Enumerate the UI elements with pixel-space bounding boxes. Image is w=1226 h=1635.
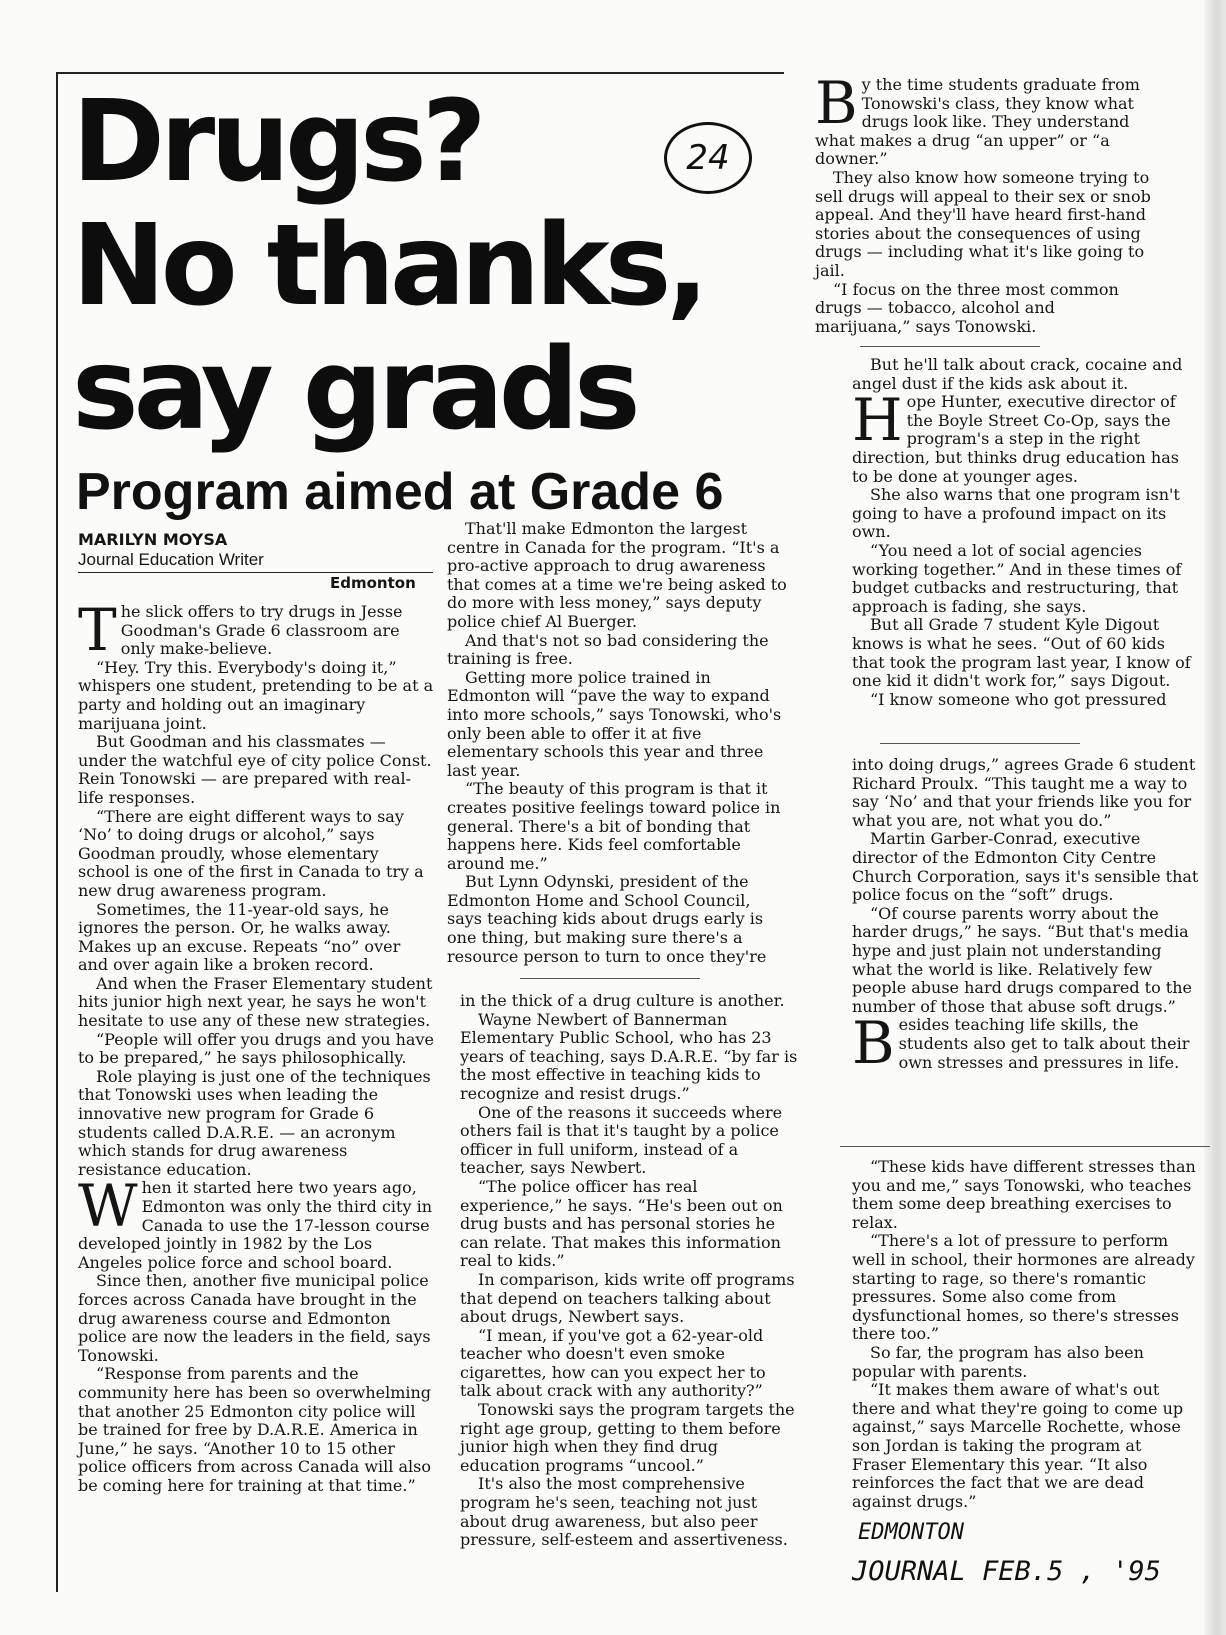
byline-author: MARILYN MOYSA [78, 530, 228, 549]
paragraph: One of the reasons it succeeds where others fail is that it's taught by a police officer in full uniform, instead of a teacher, says Newbert. [460, 1102, 783, 1178]
dateline: Edmonton [330, 574, 416, 592]
paragraph: Sometimes, the 11-year-old says, he ignores the person. Or, he walks away. Makes up an excuse. Repeats “no” over and over again like a broken record. [78, 899, 401, 975]
paragraph: She also warns that one program isn't going to have a profound impact on its own. [852, 485, 1180, 542]
column-2-bottom [460, 992, 800, 1550]
headline [72, 77, 772, 455]
paragraph [815, 69, 1155, 169]
paragraph [852, 386, 1200, 486]
paragraph: Getting more police trained in Edmonton will “pave the way to expand into more schools,” says Tonowski, who's only been able to offer it at five elementary schools this year and three last year. [447, 667, 782, 780]
paragraph: “The beauty of this program is that it creates positive feelings toward police in general. There's a bit of bonding that happens here. Kids feel comfortable around me.” [447, 779, 781, 873]
paragraph: That'll make Edmonton the largest centre in Canada for the program. “It's a pro-active approach to drug awareness that comes at a time we're being asked to do more with less money,” says deputy police chief Al Buerger. [447, 519, 787, 631]
column-break-rule [520, 978, 700, 979]
handwritten-source-line-1: EDMONTON [858, 1520, 964, 1545]
column-4-middle [852, 755, 1200, 1078]
paragraph: Tonowski says the program targets the right age group, getting to them before junior high when they find drug education programs “uncool.” [460, 1400, 795, 1475]
paragraph: They also know how someone trying to sell drugs will appeal to their sex or snob appeal. And they'll have heard first-hand stories about the consequences of using drugs — including what it's like going to jail. [815, 167, 1151, 280]
drop-cap: B [852, 1009, 895, 1078]
page-edge-shadow [1204, 0, 1226, 1635]
paragraph: So far, the program has also been popular with parents. [852, 1342, 1144, 1381]
paragraph-text: ope Hunter, executive director of the Boyle Street Co-Op, says the program's a step in the right direction, but thinks drug education has to be done at younger ages. [852, 392, 1179, 486]
paragraph-text: he slick offers to try drugs in Jesse Goodman's Grade 6 classroom are only make-believe. [120, 602, 403, 659]
paragraph: “The police officer has real experience,” he says. “He's been out on drug busts and has personal stories he can relate. That makes this information real to kids.” [460, 1176, 783, 1271]
paragraph: in the thick of a drug culture is another. [460, 991, 785, 1010]
column-2-top [447, 520, 787, 966]
paragraph: But Lynn Odynski, president of the Edmonton Home and School Council, says teaching kids about drugs early is one thing, but making sure there's a resource person to turn to once they're [447, 872, 767, 966]
column-break-rule [840, 1146, 1210, 1147]
paragraph: Martin Garber-Conrad, executive director of the Edmonton City Centre Church Corporation, says it's sensible that police focus on the “soft” drugs. [852, 829, 1199, 905]
paragraph-text: y the time students graduate from Tonowski's class, they know what drugs look like. They understand what makes a drug “an upper” or “a downer.” [815, 75, 1140, 169]
headline-line-1: Drugs? [72, 77, 482, 207]
column-3-top [815, 69, 1155, 336]
paragraph: Wayne Newbert of Bannerman Elementary Public School, who has 23 years of teaching, says D.A.R.E. “by far is the most effective in teaching kids to recognize and resist drugs.” [460, 1009, 798, 1103]
paragraph: “People will offer you drugs and you have to be prepared,” he says philosophically. [78, 1029, 434, 1068]
column-4-bottom [852, 1158, 1200, 1511]
paragraph: In comparison, kids write off programs that depend on teachers talking about about drugs, Newbert says. [460, 1269, 795, 1327]
handwritten-source-line-2: JOURNAL FEB.5 , '95 [852, 1556, 1161, 1587]
subheadline: Program aimed at Grade 6 [76, 463, 724, 521]
paragraph [78, 1172, 434, 1272]
column-break-rule [880, 743, 1080, 744]
paragraph: But Goodman and his classmates — under the watchful eye of city police Const. Rein Tonowski — are prepared with real-life responses. [78, 732, 432, 807]
column-4-top [852, 356, 1200, 709]
paragraph: into doing drugs,” agrees Grade 6 student Richard Proulx. “This taught me a way to say ‘No’ and that your friends like you for what you are, not what you do.” [852, 755, 1196, 830]
paragraph: “Of course parents worry about the harder drugs,” he says. “But that's media hype and just plain not understanding what the world is like. Relatively few people abuse hard drugs compared to the number of those that abuse soft drugs.” [852, 903, 1193, 1016]
circled-page-number: 24 [664, 122, 752, 194]
byline-rule [78, 572, 433, 573]
paragraph: “You need a lot of social agencies working together.” And in these times of budget cutbacks and restructuring, that approach is fading, she says. [852, 540, 1182, 616]
headline-line-3: say grads [72, 325, 636, 455]
column-break-rule [860, 346, 1040, 347]
headline-line-2: No thanks, [72, 201, 704, 331]
paragraph: “These kids have different stresses than you and me,” says Tonowski, who teaches them some deep breathing exercises to relax. [852, 1157, 1196, 1232]
paragraph: But all Grade 7 student Kyle Digout knows is what he sees. “Out of 60 kids that took the program last year, I know of one kid it didn't work for,” says Digout. [852, 615, 1191, 691]
drop-cap: W [78, 1172, 138, 1241]
paragraph: “I focus on the three most common drugs — tobacco, alcohol and marijuana,” says Tonowski. [815, 279, 1119, 336]
column-1 [78, 596, 434, 1496]
paragraph-text: hen it started here two years ago, Edmonton was only the third city in Canada to use the 17-lesson course developed jointly in 1982 by the Los Angeles police force and school board. [78, 1178, 432, 1272]
paragraph: “I mean, if you've got a 62-year-old teacher who doesn't even smoke cigarettes, how can you expect her to talk about crack with any authority?” [460, 1325, 766, 1401]
paragraph: Role playing is just one of the techniques that Tonowski uses when leading the innovative new program for Grade 6 students called D.A.R.E. — an acronym which stands for drug awareness resistance education. [78, 1066, 431, 1179]
byline-title: Journal Education Writer [78, 550, 264, 569]
left-border-rule [56, 72, 58, 1592]
paragraph [852, 1009, 1200, 1078]
drop-cap: B [815, 69, 858, 137]
paragraph: But he'll talk about crack, cocaine and angel dust if the kids ask about it. [852, 355, 1183, 393]
drop-cap: H [852, 386, 903, 455]
paragraph: “There are eight different ways to say ‘No’ to doing drugs or alcohol,” says Goodman proudly, whose elementary school is one of the first in Canada to try a new drug awareness program. [78, 806, 424, 900]
paragraph: “It makes them aware of what's out there and what they're going to come up against,” says Marcelle Rochette, whose son Jordan is taking the program at Fraser Elementary this year. “It also reinforces the fact that we are dead against drugs.” [852, 1380, 1184, 1511]
paragraph [78, 596, 434, 664]
paragraph: And when the Fraser Elementary student hits junior high next year, he says he won't hesitate to use any of these new strategies. [78, 973, 433, 1031]
paragraph: Since then, another five municipal police forces across Canada have brought in the drug awareness course and Edmonton police are now the leaders in the field, says Tonowski. [78, 1271, 431, 1365]
paragraph: “There's a lot of pressure to perform well in school, their hormones are already starting to rage, so there's romantic pressures. Some also come from dysfunctional homes, so there's stresses there too.” [852, 1231, 1195, 1344]
paragraph: “Hey. Try this. Everybody's doing it,” whispers one student, pretending to be at a party and holding out an imaginary marijuana joint. [78, 657, 434, 733]
paragraph: “I know someone who got pressured [870, 689, 1167, 709]
paragraph: And that's not so bad considering the training is free. [447, 630, 769, 669]
top-border-rule [56, 72, 784, 74]
paragraph: It's also the most comprehensive program he's seen, teaching not just about drug awareness, but also peer pressure, self-esteem and assertiveness. [460, 1474, 788, 1550]
paragraph: “Response from parents and the community here has been so overwhelming that another 25 Edmonton city police will be trained for free by D.A.R.E. America in June,” he says. “Another 10 to 15 other police officers from across Canada will also be coming here for training at that time.” [78, 1364, 432, 1495]
paragraph-text: esides teaching life skills, the students also get to talk about their own stresses and pressures in life. [898, 1015, 1190, 1072]
drop-cap: T [78, 596, 117, 664]
